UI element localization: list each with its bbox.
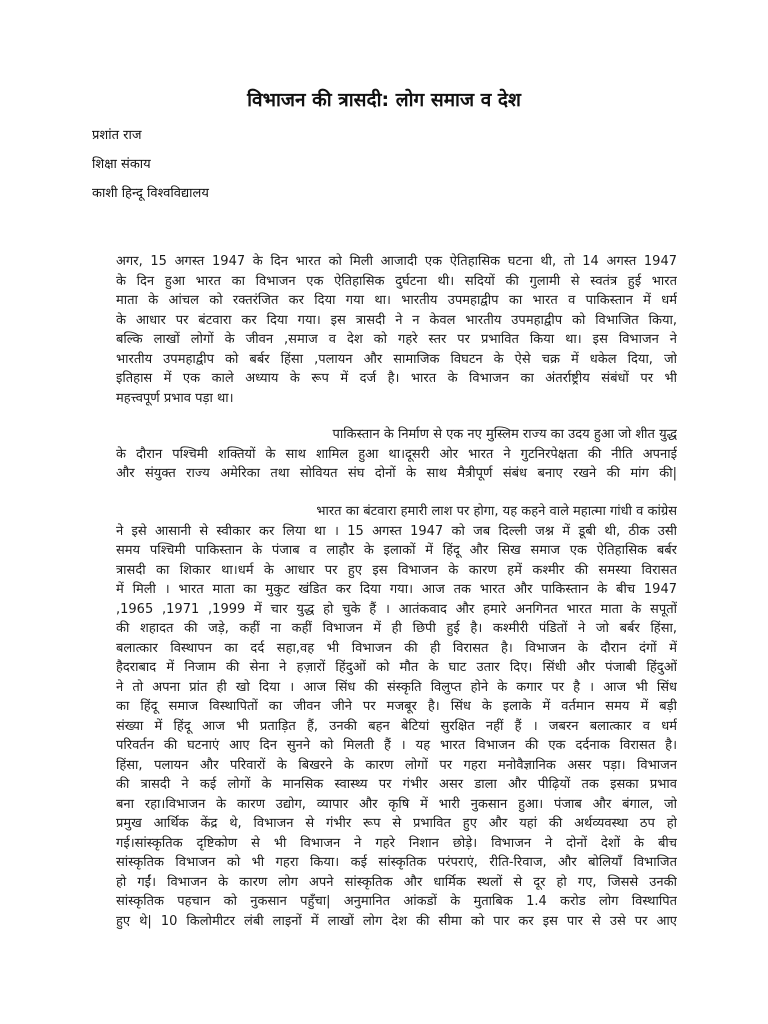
paragraph-line: बलात्कार विस्थापन का दर्द सहा,वह भी विभाजन की ही विरासत है। विभाजन के दौरान दंगों में	[116, 640, 677, 656]
paragraph-line: और संयुक्त राज्य अमेरिका तथा सोवियत संघ दोनों के साथ मैत्रीपूर्ण संबंध बनाए रखने की मांग की|	[116, 466, 677, 481]
paragraph-line: इतिहास में एक काले अध्याय के रूप में दर्ज है। भारत के विभाजन का अंतर्राष्ट्रीय संबंधों पर भी	[116, 371, 677, 386]
paragraph-line: सांस्कृतिक विभाजन को भी गहरा किया। कई सांस्कृतिक परंपराएं, रीति-रिवाज, और बोलियाँ विभाजित	[116, 855, 677, 870]
paragraph-line: अगर, 15 अगस्त 1947 के दिन भारत को मिली आजादी एक ऐतिहासिक घटना थी, तो 14 अगस्त 1947	[116, 254, 677, 269]
paragraph-line: संख्या में हिंदू आज भी प्रताड़ित हैं, उनकी बहन बेटियां सुरक्षित नहीं हैं । जबरन बलात्कार व धर्म	[116, 718, 677, 734]
paragraph-line: परिवर्तन की घटनाएं आए दिन सुनने को मिलती हैं । यह भारत विभाजन की एक दर्दनाक विरासत है।	[116, 738, 677, 753]
paragraph-2	[116, 425, 677, 484]
paragraph-line: भारत का बंटवारा हमारी लाश पर होगा, यह कहने वाले महात्मा गांधी व कांग्रेस	[316, 504, 677, 519]
paragraph-line: बना रहा।विभाजन के कारण उद्योग, व्यापार और कृषि में भारी नुकसान हुआ। पंजाब और बंगाल, जो	[116, 796, 677, 812]
author-name: प्रशांत राज	[92, 128, 142, 143]
author-faculty: शिक्षा संकाय	[92, 157, 151, 172]
paragraph-line: पाकिस्तान के निर्माण से एक नए मुस्लिम राज्य का उदय हुआ जो शीत युद्ध	[332, 427, 677, 442]
paragraph-line: ने इसे आसानी से स्वीकार कर लिया था । 15 अगस्त 1947 को जब दिल्ली जश्न में डूबी थी, ठीक उसी	[116, 523, 677, 539]
paragraph-line: हो गईं। विभाजन के कारण लोग अपने सांस्कृतिक और धार्मिक स्थलों से दूर हो गए, जिससे उनकी	[116, 874, 677, 890]
author-university: काशी हिन्दू विश्वविद्यालय	[92, 186, 209, 201]
author-block	[92, 124, 209, 211]
paragraph-line: समय पश्चिमी पाकिस्तान के पंजाब व लाहौर के इलाकों में हिंदू और सिख समाज एक ऐतिहासिक बर्बर	[116, 543, 677, 558]
paragraph-3	[116, 502, 677, 931]
paragraph-line: सांस्कृतिक पहचान को नुकसान पहुँचा| अनुमानित आंकडों के मुताबिक 1.4 करोड लोग विस्थापित	[116, 894, 677, 909]
paragraph-line: हैदराबाद में निजाम की सेना ने हज़ारों हिंदुओं को मौत के घाट उतार दिए। सिंधी और पंजाबी हिंदुओं	[116, 660, 677, 675]
paragraph-line: प्रमुख आर्थिक केंद्र थे, विभाजन से गंभीर रूप से प्रभावित हुए और यहां की अर्थव्यवस्था ठप हो	[116, 816, 677, 831]
paragraph-line: गई।सांस्कृतिक दृष्टिकोण से भी विभाजन ने गहरे निशान छोड़े। विभाजन ने दोनों देशों के बीच	[116, 835, 677, 851]
paragraph-line: के आधार पर बंटवारा कर दिया गया। इस त्रासदी ने न केवल भारतीय उपमहाद्वीप को विभाजित किया,	[116, 312, 677, 328]
paragraph-line: की शहादत की जड़े, कहीं ना कहीं विभाजन में ही छिपी हुई है। कश्मीरी पंडितों ने जो बर्बर हिंसा,	[116, 621, 677, 636]
paragraph-line: की त्रासदी ने कई लोगों के मानसिक स्वास्थ्य पर गंभीर असर डाला और पीढ़ियों तक इसका प्रभाव	[116, 777, 677, 792]
paragraph-line: का हिंदू समाज विस्थापितों का जीवन जीने पर मजबूर है। सिंध के इलाके में वर्तमान समय में बड़ी	[116, 699, 677, 714]
paragraph-line: के दिन हुआ भारत का विभाजन एक ऐतिहासिक दुर्घटना थी। सदियों की गुलामी से स्वतंत्र हुई भारत	[116, 273, 677, 289]
paragraph-line: त्रासदी का शिकार था।धर्म के आधार पर हुए इस विभाजन के कारण हमें कश्मीर की समस्या विरासत	[116, 562, 677, 578]
paragraph-line: ,1965 ,1971 ,1999 में चार युद्ध हो चुके हैं । आतंकवाद और हमारे अनगिनत भारत माता के सपूतों	[116, 601, 677, 617]
paragraph-line: हुए थे| 10 किलोमीटर लंबी लाइनों में लाखों लोग देश की सीमा को पार कर इस पार से उसे पर आए	[116, 913, 677, 929]
paragraph-line: हिंसा, पलायन और परिवारों के बिखरने के कारण लोगों पर गहरा मनोवैज्ञानिक असर पड़ा। विभाजन	[116, 757, 677, 773]
document-title: विभाजन की त्रासदी: लोग समाज व देश	[247, 89, 521, 111]
paragraph-line: भारतीय उपमहाद्वीप को बर्बर हिंसा ,पलायन और सामाजिक विघटन के ऐसे चक्र में धकेल दिया, जो	[116, 351, 677, 367]
paragraph-1	[116, 252, 677, 408]
paragraph-line: महत्त्वपूर्ण प्रभाव पड़ा था।	[116, 390, 234, 406]
paragraph-line: बल्कि लाखों लोगों के जीवन ,समाज व देश को गहरे स्तर पर प्रभावित किया था। इस विभाजन ने	[116, 332, 677, 347]
paragraph-line: में मिली । भारत माता का मुकुट खंडित कर दिया गया। आज तक भारत और पाकिस्तान के बीच 1947	[116, 582, 677, 597]
paragraph-line: ने तो अपना प्रांत ही खो दिया । आज सिंध की संस्कृति विलुप्त होने के कगार पर है । आज भी सिंध	[116, 679, 677, 695]
paragraph-line: माता के आंचल को रक्तरंजित कर दिया गया था। भारतीय उपमहाद्वीप का भारत व पाकिस्तान में धर्म	[116, 293, 677, 308]
paragraph-line: के दौरान पश्चिमी शक्तियों के साथ शामिल हुआ था।दूसरी ओर भारत ने गुटनिरपेक्षता की नीति अपनाई	[116, 446, 677, 462]
